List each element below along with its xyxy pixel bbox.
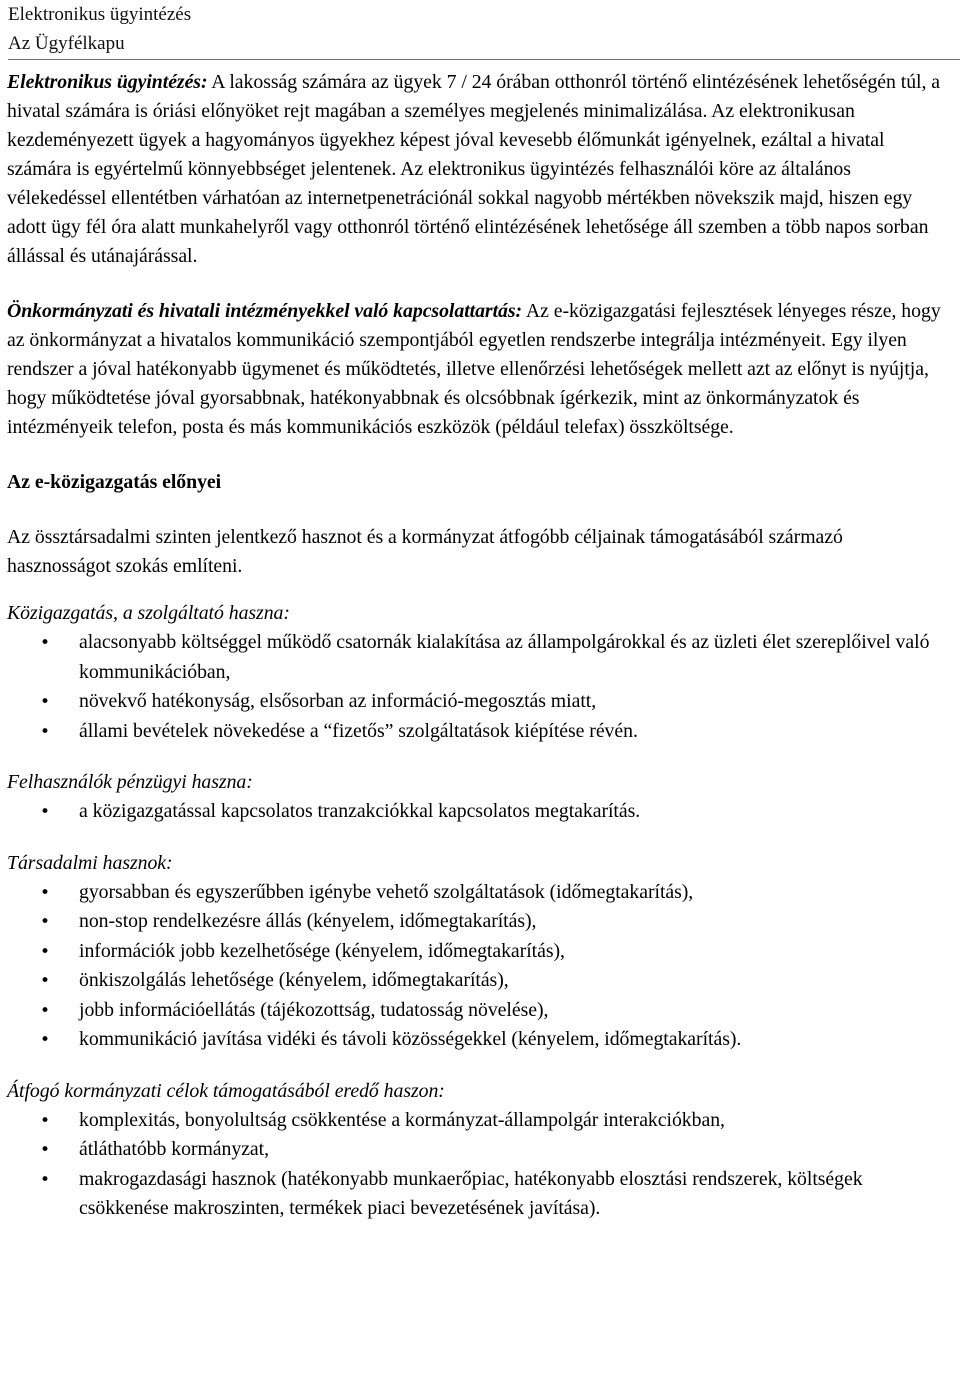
bullet-icon [35, 1025, 55, 1056]
list-item [7, 937, 951, 967]
bullet-icon [35, 966, 55, 997]
list-item-text: önkiszolgálás lehetősége (kényelem, időmegtakarítás), [79, 969, 509, 991]
list-item [7, 907, 951, 937]
paragraph-institutional-contact [7, 297, 951, 442]
list-item-text: állami bevételek növekedése a “fizetős” szolgáltatások kiépítése révén. [79, 719, 638, 742]
list-item-text: információk jobb kezelhetősége (kényelem, időmegtakarítás), [79, 939, 565, 962]
list-item-text: alacsonyabb költséggel működő csatornák kialakítása az állampolgárokkal és az üzleti élet szereplőivel való kommunikációban, [79, 631, 930, 683]
list-item-text: kommunikáció javítása vidéki és távoli közösségekkel (kényelem, időmegtakarítás). [79, 1028, 742, 1050]
list-item-text: non-stop rendelkezésre állás (kényelem, időmegtakarítás), [79, 910, 537, 932]
list-item [7, 628, 951, 687]
list-title-social: Társadalmi hasznok: [7, 851, 173, 874]
list-item [7, 717, 951, 747]
benefit-list-users [7, 797, 951, 827]
document-body [7, 68, 951, 1246]
benefit-list-administration [7, 628, 951, 746]
paragraph-electronic-administration [7, 68, 951, 271]
bullet-icon [35, 937, 55, 968]
bullet-icon [35, 1106, 55, 1137]
intro-paragraph: Az össztársadalmi szinten jelentkező hasznot és a kormányzat átfogóbb céljainak támogatásából származó hasznosságot szokás említeni. [7, 526, 843, 577]
bullet-icon [35, 996, 55, 1027]
list-item [7, 1135, 951, 1165]
list-item [7, 966, 951, 996]
list-item-text: makrogazdasági hasznok (hatékonyabb munkaerőpiac, hatékonyabb elosztási rendszerek, költségek csökkenése makroszinten, termékek piaci bevezetésének javítása). [79, 1167, 863, 1219]
benefit-list-government-goals [7, 1106, 951, 1224]
list-title-government-goals: Átfogó kormányzati célok támogatásából eredő haszon: [7, 1079, 445, 1102]
list-title-administration: Közigazgatás, a szolgáltató haszna: [7, 602, 290, 624]
list-item [7, 797, 951, 827]
paragraph-lead: Önkormányzati és hivatali intézményekkel való kapcsolattartás: [7, 300, 523, 322]
paragraph-text: Az e-közigazgatási fejlesztések lényeges része, hogy az önkormányzat a hivatalos kommunikáció szempontjából egyetlen rendszerbe integrálja intézményeit. Egy ilyen rendszer a jóval hatékonyabb ügymenet és működtetés, illetve ellenőrzési lehetőségek mellett azt az előnyt is nyújtja, hogy működtetése jóval gyorsabbnak, hatékonyabbnak és olcsóbbnak ígérkezik, mint az önkormányzatok és intézményeik telefon, posta és más kommunikációs eszközök (például telefax) összköltsége. [7, 300, 941, 438]
list-item [7, 1025, 951, 1055]
bullet-icon [35, 717, 55, 748]
section-heading: Az e-közigazgatás előnyei [7, 471, 222, 493]
bullet-icon [35, 878, 55, 909]
list-item-text: komplexitás, bonyolultság csökkentése a kormányzat-állampolgár interakciókban, [79, 1108, 725, 1131]
bullet-icon [35, 797, 55, 828]
paragraph-lead: Elektronikus ügyintézés: [7, 71, 208, 93]
list-item-text: gyorsabban és egyszerűbben igénybe vehető szolgáltatások (időmegtakarítás), [79, 880, 694, 903]
paragraph-text: A lakosság számára az ügyek 7 / 24 órában otthonról történő elintézésének lehetőségén túl, a hivatal számára is óriási előnyöket rejt magában a személyes megjelenés minimalizálása. Az elektronikusan kezdeményezett ügyek a hagyományos ügyekhez képest jóval kevesebb élőmunkát igényelnek, ezáltal a hivatal számára is egyértelmű könnyebbséget jelentenek. Az elektronikus ügyintézés felhasználói köre az általános vélekedéssel ellentétben várhatóan az internetpenetrációnál sokkal nagyobb mértékben növekszik majd, hiszen egy adott ügy fél óra alatt munkahelyről vagy otthonról történő elintézésének lehetősége áll szemben a több napos sorban állással és utánajárással. [7, 71, 941, 267]
bullet-icon [35, 1135, 55, 1166]
list-item-text: jobb információellátás (tájékozottság, tudatosság növelése), [79, 998, 549, 1021]
bullet-icon [35, 907, 55, 938]
list-item-text: a közigazgatással kapcsolatos tranzakciókkal kapcsolatos megtakarítás. [79, 800, 641, 822]
document-header [8, 0, 960, 60]
benefit-list-social [7, 878, 951, 1055]
bullet-icon [35, 1165, 55, 1196]
list-item [7, 1106, 951, 1136]
list-item-text: növekvő hatékonyság, elsősorban az információ-megosztás miatt, [79, 690, 597, 712]
header-title: Elektronikus ügyintézés [8, 4, 192, 25]
bullet-icon [35, 628, 55, 659]
list-title-users: Felhasználók pénzügyi haszna: [7, 771, 253, 793]
list-item [7, 878, 951, 908]
list-item [7, 1165, 951, 1224]
bullet-icon [35, 687, 55, 718]
header-subtitle: Az Ügyfélkapu [8, 33, 125, 54]
list-item-text: átláthatóbb kormányzat, [79, 1138, 269, 1160]
list-item [7, 996, 951, 1026]
list-item [7, 687, 951, 717]
